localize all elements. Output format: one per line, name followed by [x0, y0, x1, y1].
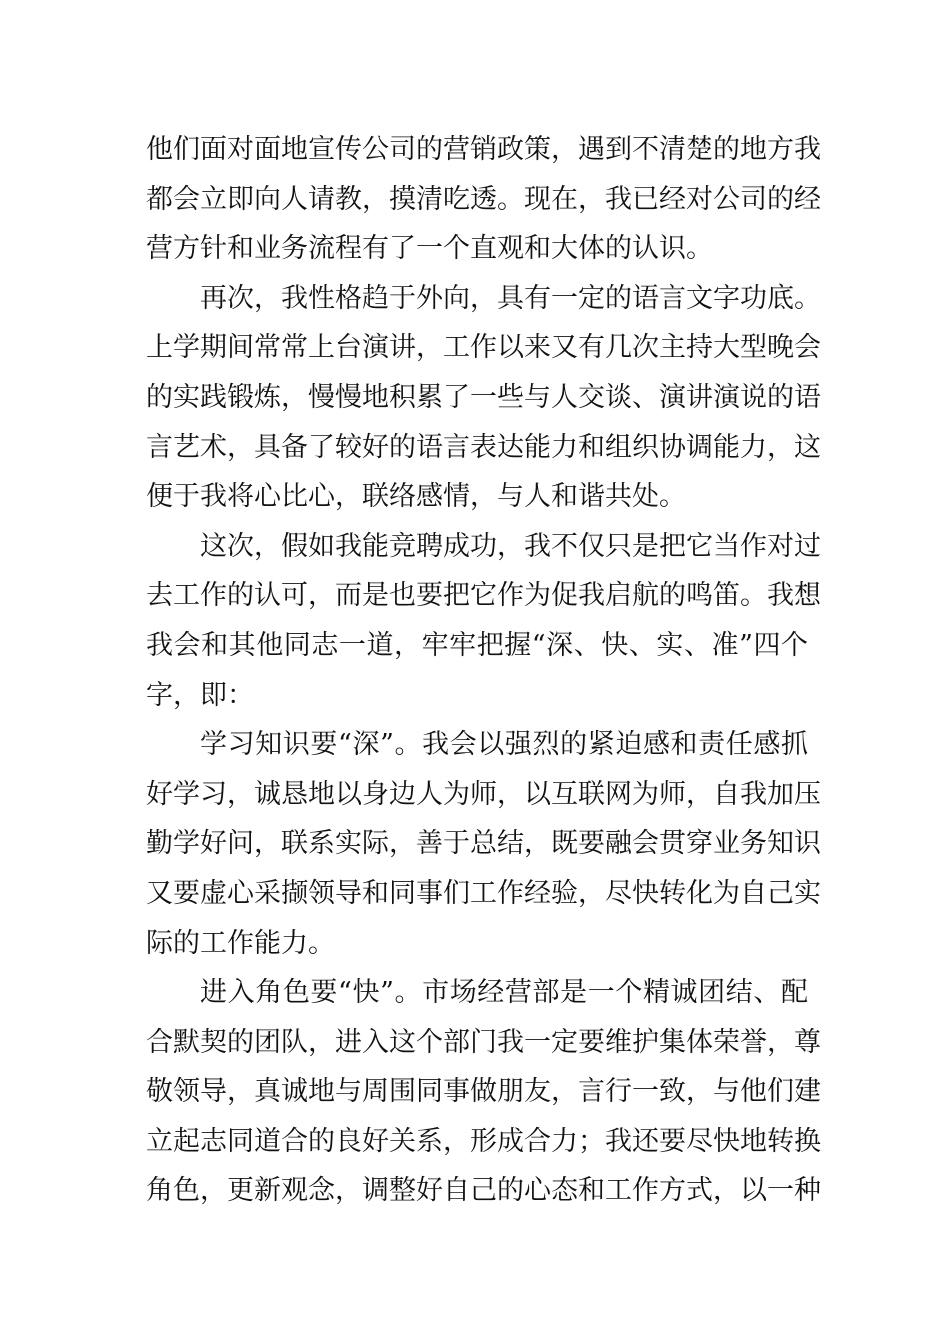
- paragraph-line: 便于我将心比心，联络感情，与人和谐共处。: [146, 481, 686, 513]
- paragraph-line: 这次，假如我能竞聘成功，我不仅只是把它当作对过: [200, 530, 821, 562]
- paragraph-line: 上学期间常常上台演讲，工作以来又有几次主持大型晚会: [146, 332, 821, 364]
- paragraph-line: 合默契的团队，进入这个部门我一定要维护集体荣誉，尊: [146, 1026, 821, 1058]
- paragraph-line: 勤学好问，联系实际，善于总结，既要融会贯穿业务知识: [146, 828, 821, 860]
- paragraph-line: 际的工作能力。: [146, 927, 335, 959]
- paragraph-line: 我会和其他同志一道，牢牢把握“深、快、实、准”四个: [146, 629, 808, 661]
- paragraph-line: 敬领导，真诚地与周围同事做朋友，言行一致，与他们建: [146, 1076, 821, 1108]
- paragraph-line: 再次，我性格趋于外向，具有一定的语言文字功底。: [200, 282, 821, 314]
- paragraph-line: 立起志同道合的良好关系，形成合力；我还要尽快地转换: [146, 1125, 821, 1157]
- paragraph-line: 他们面对面地宣传公司的营销政策，遇到不清楚的地方我: [146, 134, 821, 165]
- paragraph-line: 角色，更新观念，调整好自己的心态和工作方式，以一种: [146, 1175, 821, 1207]
- paragraph-line: 进入角色要“快”。市场经营部是一个精诚团结、配: [200, 977, 808, 1009]
- paragraph-line: 去工作的认可，而是也要把它作为促我启航的鸣笛。我想: [146, 580, 821, 612]
- paragraph-line: 都会立即向人请教，摸清吃透。现在，我已经对公司的经: [146, 183, 821, 215]
- paragraph-line: 学习知识要“深”。我会以强烈的紧迫感和责任感抓: [200, 729, 808, 761]
- paragraph-line: 字，即：: [146, 679, 254, 711]
- paragraph-line: 的实践锻炼，慢慢地积累了一些与人交谈、演讲演说的语: [146, 381, 821, 413]
- body-text: [146, 125, 821, 1216]
- paragraph-line: 言艺术，具备了较好的语言表达能力和组织协调能力，这: [146, 431, 821, 463]
- paragraph-line: 又要虚心采撷领导和同事们工作经验，尽快转化为自己实: [146, 877, 821, 909]
- paragraph-line: 营方针和业务流程有了一个直观和大体的认识。: [146, 233, 713, 265]
- paragraph-line: 好学习，诚恳地以身边人为师，以互联网为师，自我加压: [146, 778, 821, 810]
